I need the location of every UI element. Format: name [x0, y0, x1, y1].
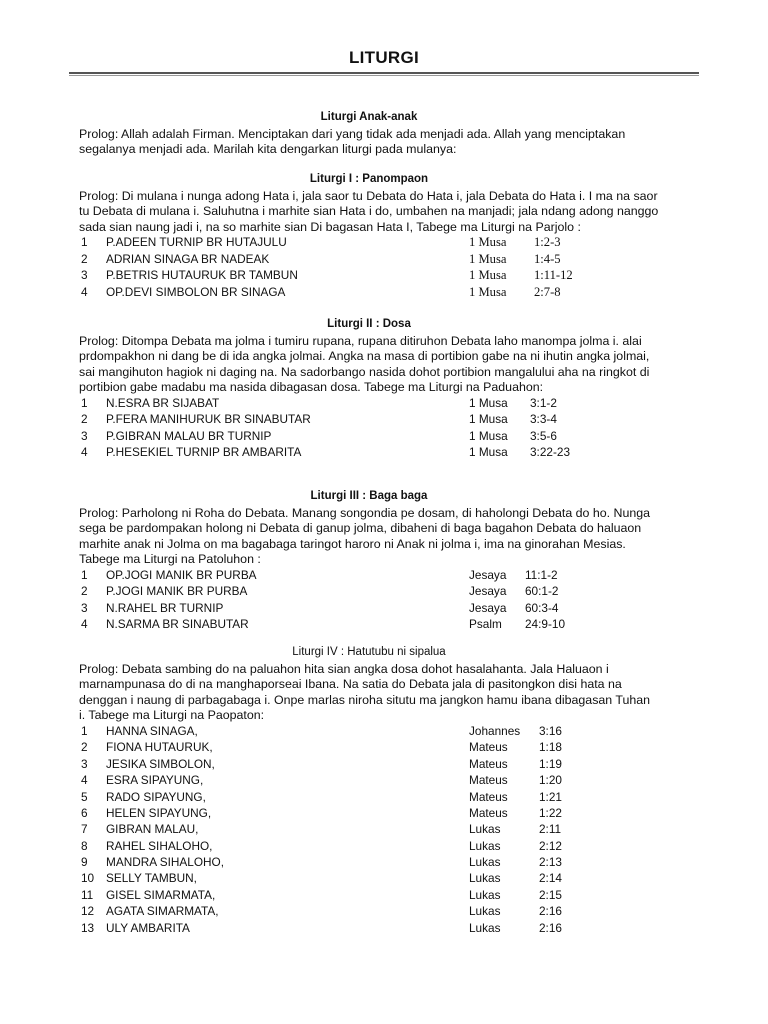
scripture-verse: 60:3-4	[525, 600, 559, 615]
reader-name: P.HESEKIEL TURNIP BR AMBARITA	[106, 445, 302, 460]
section-heading: Liturgi II : Dosa	[327, 318, 411, 330]
row-number: 4	[81, 617, 88, 632]
row-number: 2	[81, 412, 88, 427]
section-liturgi-1	[79, 172, 659, 301]
section-liturgi-2	[79, 317, 659, 462]
row-number: 5	[81, 789, 88, 804]
row-number: 2	[81, 584, 88, 599]
reader-list	[79, 724, 659, 937]
scripture-verse: 2:11	[539, 822, 562, 837]
reader-list	[79, 568, 659, 634]
scripture-verse: 1:21	[539, 789, 562, 804]
row-number: 1	[81, 567, 88, 582]
section-heading: Liturgi Anak-anak	[320, 111, 418, 123]
section-prolog: Prolog: Allah adalah Firman. Menciptakan dari yang tidak ada menjadi ada. Allah yang menciptakan segalanya menjadi ada. Marilah kita dengarkan liturgi pada mulanya:	[79, 126, 626, 157]
reader-name: MANDRA SIHALOHO,	[106, 855, 224, 870]
reader-row	[79, 921, 659, 937]
reader-name: HELEN SIPAYUNG,	[106, 805, 212, 820]
scripture-verse: 2:13	[539, 855, 562, 870]
reader-row	[79, 601, 659, 617]
row-number: 6	[81, 805, 88, 820]
scripture-verse: 60:1-2	[525, 584, 559, 599]
scripture-book: 1 Musa	[469, 428, 508, 443]
scripture-verse: 1:2-3	[534, 235, 561, 250]
reader-row	[79, 584, 659, 600]
reader-name: HANNA SINAGA,	[106, 723, 198, 738]
row-number: 12	[81, 904, 95, 919]
reader-row	[79, 871, 659, 887]
title-rule	[69, 72, 699, 76]
scripture-book: 1 Musa	[469, 395, 508, 410]
reader-name: JESIKA SIMBOLON,	[106, 756, 215, 771]
section-liturgi-4	[79, 645, 659, 937]
scripture-book: 1 Musa	[469, 251, 507, 266]
row-number: 3	[81, 268, 88, 283]
reader-name: AGATA SIMARMATA,	[106, 904, 219, 919]
scripture-verse: 3:1-2	[530, 395, 557, 410]
scripture-book: 1 Musa	[469, 268, 507, 283]
reader-row	[79, 740, 659, 756]
scripture-book: 1 Musa	[469, 445, 508, 460]
section-prolog: Prolog: Ditompa Debata ma jolma i tumiru rupana, rupana ditiruhon Debata laho manompa jolma i. alai prdompakhon ni dang be di ida angka jolmai. Angka na masa di portibion gabe na ni ihutin angka jolmai, sai mangihuton hagiok ni daging na. Na sadorbango nasida dohot portibion mangalului aha na ringkot di portibion gabe madabu ma nasida dibagasan dosa. Tabege ma Liturgi na Paduahon:	[79, 333, 650, 395]
row-number: 4	[81, 284, 88, 299]
reader-row	[79, 285, 659, 301]
reader-name: RAHEL SIHALOHO,	[106, 838, 213, 853]
reader-name: OP.DEVI SIMBOLON BR SINAGA	[106, 284, 286, 299]
scripture-book: Lukas	[469, 871, 501, 886]
scripture-verse: 2:12	[539, 838, 562, 853]
reader-name: P.FERA MANIHURUK BR SINABUTAR	[106, 412, 311, 427]
scripture-verse: 2:15	[539, 887, 562, 902]
scripture-verse: 2:16	[539, 904, 562, 919]
scripture-book: 1 Musa	[469, 235, 507, 250]
reader-row	[79, 268, 659, 284]
scripture-verse: 1:11-12	[534, 268, 573, 283]
reader-name: SELLY TAMBUN,	[106, 871, 197, 886]
row-number: 13	[81, 920, 95, 935]
reader-row	[79, 855, 659, 871]
scripture-book: Mateus	[469, 805, 508, 820]
scripture-verse: 11:1-2	[525, 567, 558, 582]
page-title: LITURGI	[348, 48, 420, 67]
reader-row	[79, 429, 659, 445]
scripture-book: Lukas	[469, 887, 501, 902]
section-heading: Liturgi III : Baga baga	[310, 490, 428, 502]
reader-row	[79, 888, 659, 904]
row-number: 9	[81, 855, 88, 870]
reader-row	[79, 445, 659, 461]
reader-row	[79, 724, 659, 740]
reader-row	[79, 235, 659, 251]
reader-name: N.ESRA BR SIJABAT	[106, 395, 220, 410]
reader-name: P.ADEEN TURNIP BR HUTAJULU	[106, 235, 287, 250]
section-prolog: Prolog: Di mulana i nunga adong Hata i, jala saor tu Debata do Hata i, jala Debata do Hata i. I ma na saor tu Debata di mulana i. Saluhutna i marhite sian Hata i do, umbahen na manjadi; jala ndang adong nanggo sada sian naung jadi i, na so marhite sian Di bagasan Hata I, Tabege ma Liturgi na Parjolo :	[79, 188, 659, 234]
scripture-book: Lukas	[469, 838, 501, 853]
reader-row	[79, 839, 659, 855]
scripture-book: Mateus	[469, 773, 508, 788]
reader-row	[79, 904, 659, 920]
section-prolog: Prolog: Parholong ni Roha do Debata. Manang songondia pe dosam, di haholongi Debata do ho. Nunga sega be pardompakan holong ni Debata di ganup jolma, dibaheni di baga bagahon Debata do haluaon marhite anak ni Jolma on ma bagabaga taringot haroro ni Anak ni jolma i, ima na ginorahan Mesias. Tabege ma Liturgi na Patoluhon :	[79, 505, 651, 567]
reader-row	[79, 396, 659, 412]
row-number: 1	[81, 235, 88, 250]
reader-name: N.RAHEL BR TURNIP	[106, 600, 224, 615]
row-number: 3	[81, 428, 88, 443]
scripture-verse: 2:7-8	[534, 284, 561, 299]
row-number: 1	[81, 395, 88, 410]
reader-row	[79, 773, 659, 789]
reader-name: FIONA HUTAURUK,	[106, 740, 213, 755]
reader-row	[79, 790, 659, 806]
scripture-book: 1 Musa	[469, 412, 508, 427]
section-liturgi-anak-anak	[79, 110, 659, 158]
reader-row	[79, 412, 659, 428]
row-number: 3	[81, 756, 88, 771]
row-number: 10	[81, 871, 95, 886]
section-heading: Liturgi IV : Hatutubu ni sipalua	[292, 646, 446, 658]
scripture-book: 1 Musa	[469, 284, 507, 299]
reader-row	[79, 757, 659, 773]
scripture-book: Jesaya	[469, 600, 507, 615]
scripture-verse: 1:20	[539, 773, 562, 788]
section-prolog: Prolog: Debata sambing do na paluahon hita sian angka dosa dohot hasalahanta. Jala Haluaon i marnampunasa do di na manghaporseai Ibana. Na satia do Debata jala di pasitongkon disi hata na denggan i naung di parbagabaga i. Onpe marlas niroha situtu ma jangkon hamu ibana dibagasan Tuhan i. Tabege ma Liturgi na Paopaton:	[79, 661, 651, 723]
scripture-verse: 1:19	[539, 756, 562, 771]
scripture-book: Psalm	[469, 617, 502, 632]
reader-name: ADRIAN SINAGA BR NADEAK	[106, 251, 270, 266]
scripture-book: Mateus	[469, 740, 508, 755]
section-liturgi-3	[79, 489, 659, 634]
scripture-verse: 1:18	[539, 740, 562, 755]
row-number: 1	[81, 723, 88, 738]
scripture-verse: 3:22-23	[530, 445, 571, 460]
reader-name: P.GIBRAN MALAU BR TURNIP	[106, 428, 272, 443]
reader-name: ULY AMBARITA	[106, 920, 190, 935]
reader-name: GISEL SIMARMATA,	[106, 887, 216, 902]
reader-row	[79, 822, 659, 838]
reader-row	[79, 806, 659, 822]
row-number: 4	[81, 445, 88, 460]
reader-name: RADO SIPAYUNG,	[106, 789, 206, 804]
scripture-book: Jesaya	[469, 567, 507, 582]
reader-row	[79, 568, 659, 584]
scripture-book: Mateus	[469, 789, 508, 804]
reader-name: P.BETRIS HUTAURUK BR TAMBUN	[106, 268, 298, 283]
scripture-verse: 1:22	[539, 805, 562, 820]
reader-row	[79, 252, 659, 268]
scripture-book: Lukas	[469, 904, 501, 919]
reader-list	[79, 396, 659, 462]
section-heading: Liturgi I : Panompaon	[309, 173, 429, 185]
scripture-book: Mateus	[469, 756, 508, 771]
scripture-book: Lukas	[469, 855, 501, 870]
scripture-verse: 2:14	[539, 871, 562, 886]
scripture-verse: 3:16	[539, 723, 562, 738]
reader-name: P.JOGI MANIK BR PURBA	[106, 584, 248, 599]
scripture-book: Johannes	[469, 723, 521, 738]
reader-name: N.SARMA BR SINABUTAR	[106, 617, 249, 632]
row-number: 2	[81, 251, 88, 266]
scripture-verse: 3:5-6	[530, 428, 557, 443]
scripture-verse: 1:4-5	[534, 251, 561, 266]
reader-name: OP.JOGI MANIK BR PURBA	[106, 567, 257, 582]
reader-row	[79, 617, 659, 633]
row-number: 11	[81, 887, 94, 902]
row-number: 2	[81, 740, 88, 755]
row-number: 3	[81, 600, 88, 615]
scripture-verse: 24:9-10	[525, 617, 566, 632]
scripture-verse: 2:16	[539, 920, 562, 935]
reader-name: ESRA SIPAYUNG,	[106, 773, 204, 788]
scripture-book: Lukas	[469, 822, 501, 837]
row-number: 7	[81, 822, 88, 837]
reader-name: GIBRAN MALAU,	[106, 822, 199, 837]
scripture-verse: 3:3-4	[530, 412, 557, 427]
row-number: 8	[81, 838, 88, 853]
scripture-book: Jesaya	[469, 584, 507, 599]
row-number: 4	[81, 773, 88, 788]
scripture-book: Lukas	[469, 920, 501, 935]
reader-list	[79, 235, 659, 301]
